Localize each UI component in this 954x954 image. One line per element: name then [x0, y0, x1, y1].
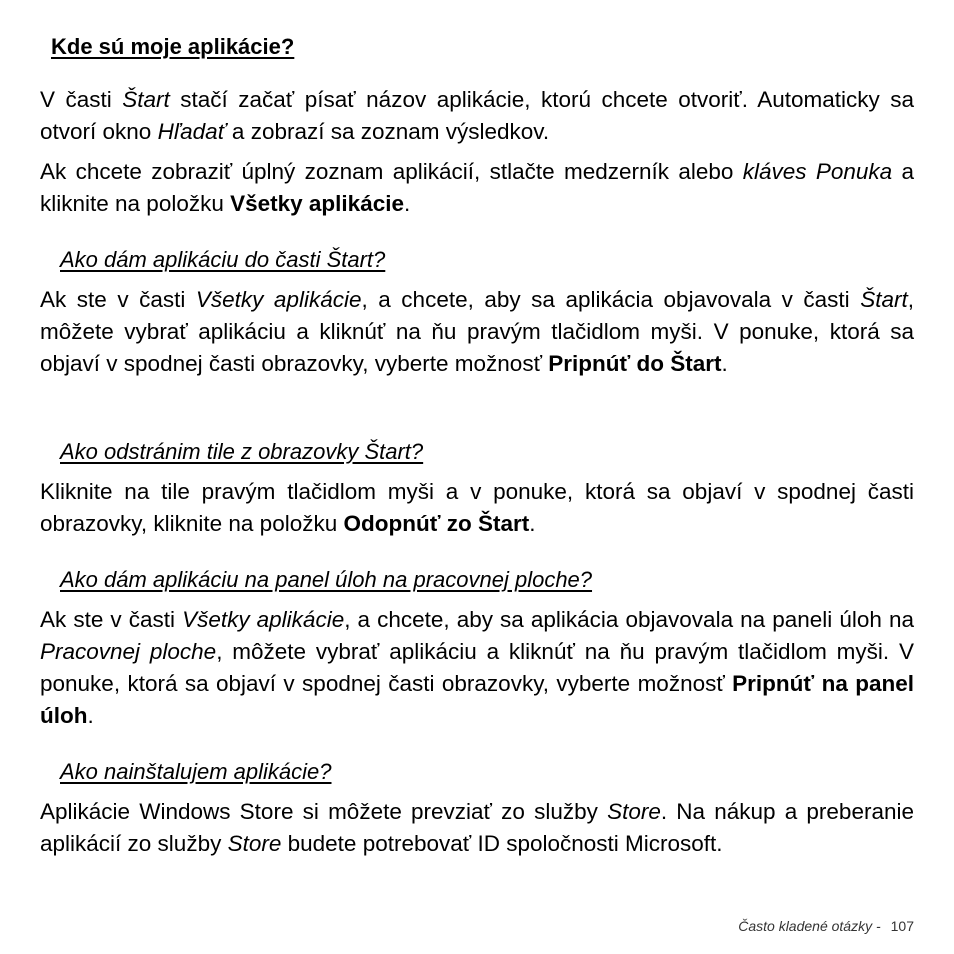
footer-label: Často kladené otázky - [738, 918, 881, 934]
emphasis-text: Hľadať [157, 119, 226, 144]
emphasis-text: Štart [860, 287, 908, 312]
ui-term-text: Pripnúť do Štart [548, 351, 722, 376]
emphasis-text: Všetky aplikácie [195, 287, 362, 312]
body-text: Kliknite na tile pravým tlačidlom myši a v ponuke, ktorá sa objaví v spodnej časti obrazovky, kliknite na položku [40, 479, 914, 536]
intro-paragraph-2 [40, 156, 914, 220]
body-text: . Na nákup a preberanie aplikácií zo služby [40, 799, 914, 856]
body-text: budete potrebovať ID spoločnosti Microsoft. [281, 831, 723, 856]
emphasis-text: Štart [122, 87, 170, 112]
page-number: 107 [890, 918, 914, 934]
emphasis-text: Store [607, 799, 661, 824]
body-text: . [87, 703, 94, 728]
ui-term-text: Všetky aplikácie [230, 191, 404, 216]
emphasis-text: Pracovnej ploche [40, 639, 217, 664]
section-heading-pin-taskbar: Ako dám aplikáciu na panel úloh na pracovnej ploche? [60, 567, 593, 592]
body-text: , a chcete, aby sa aplikácia objavovala na paneli úloh na [344, 607, 914, 632]
body-text: . [529, 511, 536, 536]
emphasis-text: kláves Ponuka [742, 159, 893, 184]
body-text: Ak ste v časti [40, 607, 183, 632]
body-text: V časti [40, 87, 123, 112]
section-body-install-apps [40, 796, 914, 860]
body-text: Aplikácie Windows Store si môžete prevziať zo služby [40, 799, 608, 824]
section-body-pin-taskbar [40, 604, 914, 732]
ui-term-text: Pripnúť na panel úloh [40, 671, 914, 728]
body-text: . [403, 191, 411, 216]
ui-term-text: Odopnúť zo Štart [343, 511, 530, 536]
page-footer [738, 918, 914, 934]
section-body-pin-start [40, 284, 914, 380]
section-body-remove-tile [40, 476, 914, 540]
intro-paragraph-1 [40, 84, 914, 148]
section-heading-pin-start: Ako dám aplikáciu do časti Štart? [60, 247, 386, 272]
emphasis-text: Store [227, 831, 282, 856]
body-text: Ak ste v časti [40, 287, 196, 312]
page-title: Kde sú moje aplikácie? [51, 34, 295, 59]
body-text: Ak chcete zobraziť úplný zoznam aplikácií, stlačte medzerník alebo [40, 159, 743, 184]
body-text: a zobrazí sa zoznam výsledkov. [225, 119, 550, 144]
emphasis-text: Všetky aplikácie [182, 607, 345, 632]
body-text: stačí začať písať názov aplikácie, ktorú chcete otvoriť. Automaticky sa otvorí okno [40, 87, 914, 144]
body-text: , môžete vybrať aplikáciu a kliknúť na ňu pravým tlačidlom myši. V ponuke, ktorá sa objaví v spodnej časti obrazovky, vyberte možnosť [40, 639, 914, 696]
body-text: . [721, 351, 728, 376]
body-text: , môžete vybrať aplikáciu a kliknúť na ňu pravým tlačidlom myši. V ponuke, ktorá sa objaví v spodnej časti obrazovky, vyberte možnosť [40, 287, 914, 376]
body-text: a kliknite na položku [40, 159, 915, 216]
section-heading-install-apps: Ako nainštalujem aplikácie? [60, 759, 332, 784]
section-heading-remove-tile: Ako odstránim tile z obrazovky Štart? [60, 439, 424, 464]
body-text: , a chcete, aby sa aplikácia objavovala v časti [361, 287, 861, 312]
